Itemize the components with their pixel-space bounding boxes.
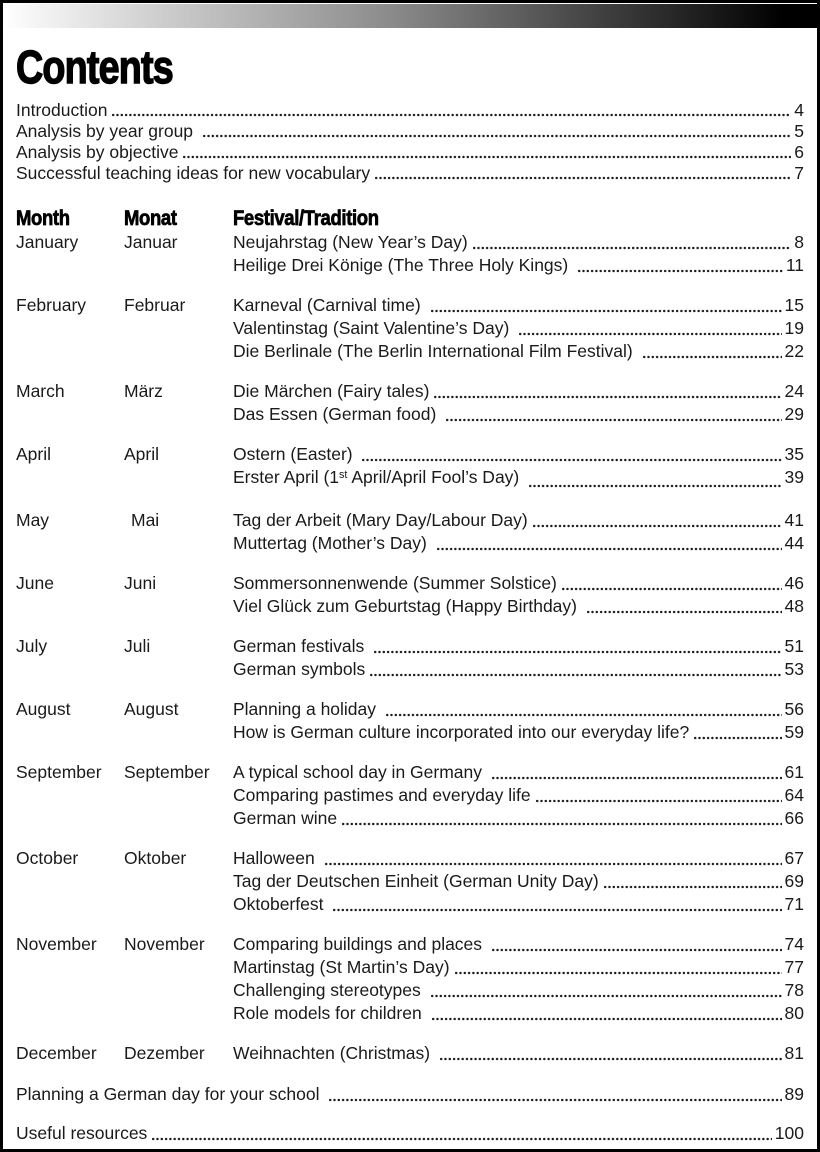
festival-entries: [233, 231, 804, 277]
dot-leader: [112, 113, 791, 117]
page-number: 39: [784, 467, 804, 487]
entry-title: Martinstag (St Martin’s Day): [233, 957, 450, 977]
page-number: 81: [784, 1043, 804, 1063]
entry-title: Die Märchen (Fairy tales): [233, 381, 430, 401]
dot-leader: [533, 524, 782, 528]
dot-leader: [183, 155, 791, 159]
toc-entry: [233, 340, 804, 363]
entry-title: Ostern (Easter): [233, 444, 358, 464]
toc-entry: [233, 380, 804, 403]
toc-entry: [233, 635, 804, 658]
entry-title: Erster April (1st April/April Fool’s Day): [233, 467, 525, 487]
page-number: 71: [784, 894, 804, 914]
page-number: 5: [794, 121, 804, 141]
entry-title: Analysis by objective: [16, 142, 179, 162]
entry-title: Muttertag (Mother’s Day): [233, 533, 432, 553]
month-english: July: [16, 636, 48, 656]
dot-leader: [370, 673, 781, 677]
festival-entries: [233, 443, 804, 492]
entry-title: A typical school day in Germany: [233, 762, 487, 782]
entry-title: Viel Glück zum Geburtstag (Happy Birthday): [233, 596, 582, 616]
toc-entry: [233, 1002, 804, 1025]
page-number: 29: [784, 404, 804, 424]
month-group: [3, 572, 817, 618]
dot-leader: [374, 650, 781, 654]
page-number: 64: [784, 785, 804, 805]
entry-title: Role models for children: [233, 1003, 427, 1023]
toc-entry: [233, 956, 804, 979]
toc-entry: [233, 466, 804, 492]
month-group: [3, 698, 817, 744]
page-number: 89: [784, 1084, 804, 1104]
page-number: 22: [784, 341, 804, 361]
dot-leader: [431, 994, 782, 998]
festival-entries: [233, 294, 804, 363]
page-number: 78: [784, 980, 804, 1000]
dot-leader: [492, 948, 782, 952]
dot-leader: [437, 547, 782, 551]
toc-entry: [233, 443, 804, 466]
entry-title: Introduction: [16, 100, 108, 120]
dot-leader: [694, 736, 781, 740]
entry-title: Valentinstag (Saint Valentine’s Day): [233, 318, 515, 338]
page-number: 19: [784, 318, 804, 338]
month-group: [3, 933, 817, 1025]
toc-entry: [233, 847, 804, 870]
page-number: 74: [784, 934, 804, 954]
page-number: 44: [784, 533, 804, 553]
page-number: 7: [794, 163, 804, 183]
toc-entry: [233, 893, 804, 916]
page-number: 77: [784, 957, 804, 977]
toc-entry: [233, 294, 804, 317]
entry-title: Oktoberfest: [233, 894, 329, 914]
entry-title: Planning a German day for your school: [16, 1084, 325, 1104]
month-group: [3, 443, 817, 492]
page-number: 24: [784, 381, 804, 401]
month-group: [3, 509, 817, 555]
entry-title: Planning a holiday: [233, 699, 381, 719]
page-number: 100: [774, 1123, 804, 1143]
festival-entries: [233, 847, 804, 916]
page-number: 51: [784, 636, 804, 656]
month-german: März: [124, 381, 163, 401]
toc-entry: [233, 403, 804, 426]
introduction-section: [3, 100, 817, 184]
entry-title: Comparing buildings and places: [233, 934, 487, 954]
festival-entries: [233, 509, 804, 555]
month-german: Oktober: [124, 848, 187, 868]
month-german: Juli: [124, 636, 151, 656]
entry-title: Das Essen (German food): [233, 404, 442, 424]
toc-entry: [233, 1042, 804, 1065]
dot-leader: [432, 1017, 782, 1021]
toc-entry: [233, 595, 804, 618]
entry-title: Successful teaching ideas for new vocabulary: [16, 163, 371, 183]
toc-entry: [233, 317, 804, 340]
dot-leader: [375, 176, 791, 180]
page-number: 61: [784, 762, 804, 782]
month-german: September: [124, 762, 210, 782]
entry-title: Karneval (Carnival time): [233, 295, 426, 315]
dot-leader: [434, 395, 781, 399]
month-german: Dezember: [124, 1043, 205, 1063]
entry-title: Tag der Deutschen Einheit (German Unity Day): [233, 871, 599, 891]
toc-entry: [233, 979, 804, 1002]
month-german: Februar: [124, 295, 186, 315]
dot-leader: [519, 332, 781, 336]
page-number: 48: [784, 596, 804, 616]
page-number: 8: [794, 232, 804, 252]
entry-title: Halloween: [233, 848, 320, 868]
dot-leader: [329, 1098, 781, 1102]
gradient-header-bar: [3, 4, 817, 28]
entry-title: Analysis by year group: [16, 121, 198, 141]
column-header-festival: Festival/Tradition: [233, 207, 379, 230]
page-number: 15: [784, 295, 804, 315]
festival-entries: [233, 933, 804, 1025]
month-german: Juni: [124, 573, 157, 593]
page-number: 53: [784, 659, 804, 679]
entry-title: Useful resources: [16, 1123, 148, 1143]
entry-title: Heilige Drei Könige (The Three Holy Kings): [233, 255, 574, 275]
toc-entry: [233, 933, 804, 956]
dot-leader: [604, 885, 782, 889]
toc-entry: [233, 532, 804, 555]
month-english: May: [16, 510, 50, 530]
dot-leader: [455, 971, 782, 975]
festival-entries: [233, 698, 804, 744]
month-english: April: [16, 444, 52, 464]
dot-leader: [152, 1137, 771, 1141]
column-header-month: Month: [16, 207, 70, 230]
month-german: Mai: [131, 510, 160, 530]
dot-leader: [492, 776, 782, 780]
entry-title: Sommersonnenwende (Summer Solstice): [233, 573, 557, 593]
festival-entries: [233, 761, 804, 830]
dot-leader: [362, 458, 781, 462]
toc-entry: [233, 231, 804, 254]
dot-leader: [536, 799, 782, 803]
month-group: [3, 635, 817, 681]
entry-title: Neujahrstag (New Year’s Day): [233, 232, 468, 252]
toc-entry: [16, 1083, 804, 1106]
month-group: [3, 294, 817, 363]
entry-title: Tag der Arbeit (Mary Day/Labour Day): [233, 510, 528, 530]
toc-entry: [16, 163, 804, 184]
dot-leader: [431, 309, 782, 313]
footer-resources-row: [3, 1122, 817, 1145]
month-english: September: [16, 762, 102, 782]
toc-table-header: [3, 207, 817, 231]
ordinal-superscript: st: [339, 469, 348, 482]
toc-entry: [233, 698, 804, 721]
page-number: 80: [784, 1003, 804, 1023]
entry-title: Challenging stereotypes: [233, 980, 426, 1000]
toc-entry: [16, 142, 804, 163]
entry-title: Weihnachten (Christmas): [233, 1043, 435, 1063]
dot-leader: [203, 134, 791, 138]
toc-entry: [233, 807, 804, 830]
month-group: [3, 847, 817, 916]
month-english: November: [16, 934, 97, 954]
month-english: December: [16, 1043, 97, 1063]
month-german: August: [124, 699, 179, 719]
toc-entry: [233, 254, 804, 277]
month-english: February: [16, 295, 87, 315]
month-english: March: [16, 381, 65, 401]
month-group: [3, 231, 817, 277]
festival-entries: [233, 635, 804, 681]
footer-planning-row: [3, 1083, 817, 1106]
entry-title: Comparing pastimes and everyday life: [233, 785, 531, 805]
dot-leader: [446, 418, 781, 422]
dot-leader: [473, 246, 792, 250]
dot-leader: [333, 908, 781, 912]
page-number: 69: [784, 871, 804, 891]
festival-entries: [233, 1042, 804, 1065]
month-english: June: [16, 573, 54, 593]
column-header-monat: Monat: [124, 207, 177, 230]
dot-leader: [386, 713, 782, 717]
month-german: November: [124, 934, 205, 954]
entry-title: Die Berlinale (The Berlin International Film Festival): [233, 341, 638, 361]
months-section: [3, 231, 817, 1065]
entry-title: German wine: [233, 808, 338, 828]
entry-title: How is German culture incorporated into our everyday life?: [233, 722, 690, 742]
page-number: 6: [794, 142, 804, 162]
month-group: [3, 761, 817, 830]
dot-leader: [643, 355, 782, 359]
toc-entry: [16, 100, 804, 121]
month-group: [3, 1042, 817, 1065]
page-number: 59: [784, 722, 804, 742]
toc-entry: [233, 761, 804, 784]
toc-entry: [16, 1122, 804, 1145]
page-title: Contents: [16, 41, 173, 93]
dot-leader: [440, 1057, 782, 1061]
dot-leader: [325, 862, 782, 866]
dot-leader: [342, 822, 781, 826]
month-group: [3, 380, 817, 426]
page-number: 4: [794, 100, 804, 120]
month-german: Januar: [124, 232, 178, 252]
dot-leader: [587, 610, 782, 614]
dot-leader: [562, 587, 782, 591]
page-number: 11: [785, 255, 804, 275]
page-number: 41: [784, 510, 804, 530]
entry-title: German festivals: [233, 636, 370, 656]
page-number: 66: [784, 808, 804, 828]
month-german: April: [124, 444, 160, 464]
month-english: January: [16, 232, 79, 252]
page-number: 46: [784, 573, 804, 593]
toc-entry: [16, 121, 804, 142]
page-number: 56: [784, 699, 804, 719]
toc-entry: [233, 784, 804, 807]
month-english: October: [16, 848, 79, 868]
dot-leader: [529, 484, 781, 488]
page-number: 35: [784, 444, 804, 464]
toc-entry: [233, 509, 804, 532]
festival-entries: [233, 572, 804, 618]
dot-leader: [578, 269, 783, 273]
toc-entry: [233, 572, 804, 595]
page-number: 67: [784, 848, 804, 868]
month-english: August: [16, 699, 71, 719]
toc-entry: [233, 721, 804, 744]
festival-entries: [233, 380, 804, 426]
toc-entry: [233, 658, 804, 681]
entry-title: German symbols: [233, 659, 366, 679]
toc-entry: [233, 870, 804, 893]
